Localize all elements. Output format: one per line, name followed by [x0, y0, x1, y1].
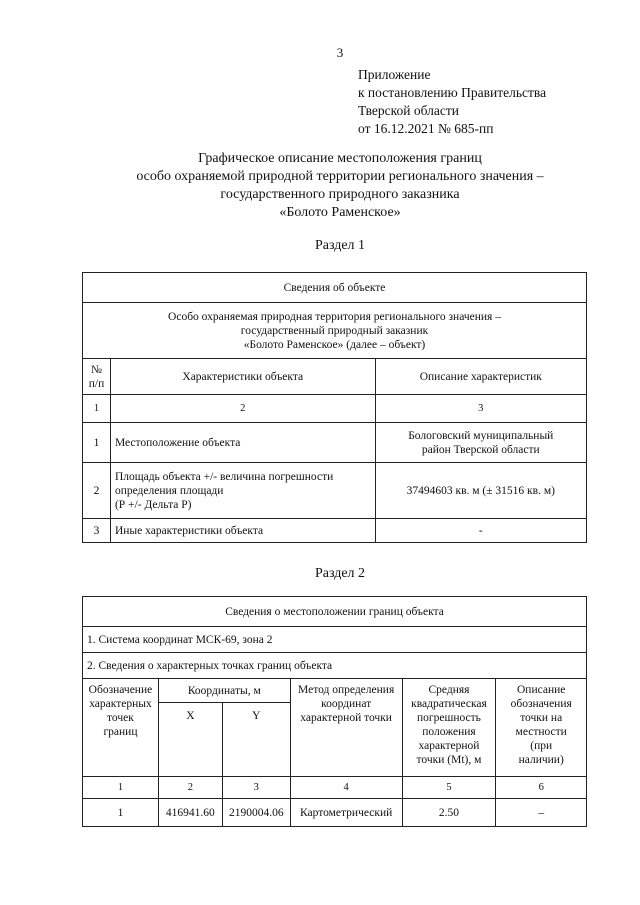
header-line: местности [515, 726, 567, 738]
column-number: 1 [83, 395, 111, 423]
appendix-line: Тверской области [358, 103, 459, 118]
header-line: границ [103, 726, 138, 738]
header-error [402, 679, 496, 777]
header-designation [83, 679, 159, 777]
appendix-line: Приложение [358, 67, 431, 82]
boundary-points-table [82, 596, 587, 827]
header-y: Y [222, 703, 290, 777]
header-characteristics: Характеристики объекта [110, 359, 375, 395]
column-number: 1 [83, 777, 159, 799]
header-line: характерных [89, 698, 152, 710]
title-line: особо охраняемой природной территории регионального значения – [136, 169, 544, 184]
point-description: – [496, 799, 587, 827]
header-line: положения [422, 726, 476, 738]
table-row [83, 519, 587, 543]
object-description [83, 303, 587, 359]
header-line: координат [321, 698, 372, 710]
row-characteristic: Местоположение объекта [110, 423, 375, 463]
header-line: Описание [516, 684, 566, 696]
column-number: 6 [496, 777, 587, 799]
header-point-description [496, 679, 587, 777]
column-number: 4 [290, 777, 402, 799]
row-characteristic [110, 463, 375, 519]
header-num-line: п/п [88, 377, 105, 390]
header-line: точек [107, 712, 134, 724]
header-line: наличии) [518, 754, 564, 766]
header-line: Обозначение [88, 684, 153, 696]
section1-heading: Раздел 1 [314, 238, 366, 253]
header-coordinates: Координаты, м [158, 679, 290, 703]
header-line: точки (Mt), м [416, 754, 482, 766]
object-desc-line: «Болото Раменское» (далее – объект) [243, 338, 426, 351]
table-row [83, 463, 587, 519]
header-num-line: № [90, 363, 102, 376]
appendix-line: к постановлению Правительства [358, 85, 547, 100]
header-line: квадратическая [411, 698, 487, 710]
appendix-line: от 16.12.2021 № 685-пп [358, 121, 494, 136]
header-line: точки на [520, 712, 563, 724]
column-number: 2 [158, 777, 222, 799]
document-title [60, 150, 620, 222]
header-line: характерной [418, 740, 480, 752]
header-line: погрешность [417, 712, 481, 724]
header-description: Описание характеристик [375, 359, 586, 395]
column-number: 5 [402, 777, 496, 799]
row-characteristic: Иные характеристики объекта [110, 519, 375, 543]
page-number: 3 [336, 45, 344, 60]
title-line: государственного природного заказника [220, 187, 460, 202]
header-line: обозначения [510, 698, 572, 710]
title-line: Графическое описание местоположения границ [198, 151, 482, 166]
header-line: (при [530, 740, 553, 752]
header-method [290, 679, 402, 777]
point-y: 2190004.06 [222, 799, 290, 827]
row-characteristic-line: Площадь объекта +/- величина погрешности [114, 470, 334, 483]
header-num [83, 359, 111, 395]
appendix-block [358, 66, 546, 138]
object-desc-line: государственный природный заказник [240, 324, 429, 337]
header-line: Метод определения [298, 684, 395, 696]
point-id: 1 [83, 799, 159, 827]
row-description-line: Бологовский муниципальный [408, 429, 554, 442]
object-info-table [82, 272, 587, 543]
table-title: Сведения об объекте [83, 273, 587, 303]
column-number: 3 [375, 395, 586, 423]
header-line: характерной точки [300, 712, 392, 724]
point-method: Картометрический [290, 799, 402, 827]
point-x: 416941.60 [158, 799, 222, 827]
row-description: - [375, 519, 586, 543]
table-row [83, 423, 587, 463]
table-title: Сведения о местоположении границ объекта [83, 597, 587, 627]
column-number: 2 [110, 395, 375, 423]
points-title: 2. Сведения о характерных точках границ объекта [83, 653, 587, 679]
header-line: Средняя [428, 684, 470, 696]
column-number: 3 [222, 777, 290, 799]
row-description-line: район Тверской области [421, 443, 540, 456]
table-row [83, 799, 587, 827]
coordinate-system: 1. Система координат МСК-69, зона 2 [83, 627, 587, 653]
section2-heading: Раздел 2 [314, 566, 366, 581]
row-number: 3 [83, 519, 111, 543]
row-characteristic-line: (Р +/- Дельта Р) [114, 498, 192, 511]
point-error: 2.50 [402, 799, 496, 827]
row-description [375, 423, 586, 463]
row-description: 37494603 кв. м (± 31516 кв. м) [375, 463, 586, 519]
title-line: «Болото Раменское» [279, 205, 401, 220]
row-number: 1 [83, 423, 111, 463]
object-desc-line: Особо охраняемая природная территория регионального значения – [168, 310, 501, 323]
row-characteristic-line: определения площади [114, 484, 224, 497]
row-number: 2 [83, 463, 111, 519]
header-x: X [158, 703, 222, 777]
